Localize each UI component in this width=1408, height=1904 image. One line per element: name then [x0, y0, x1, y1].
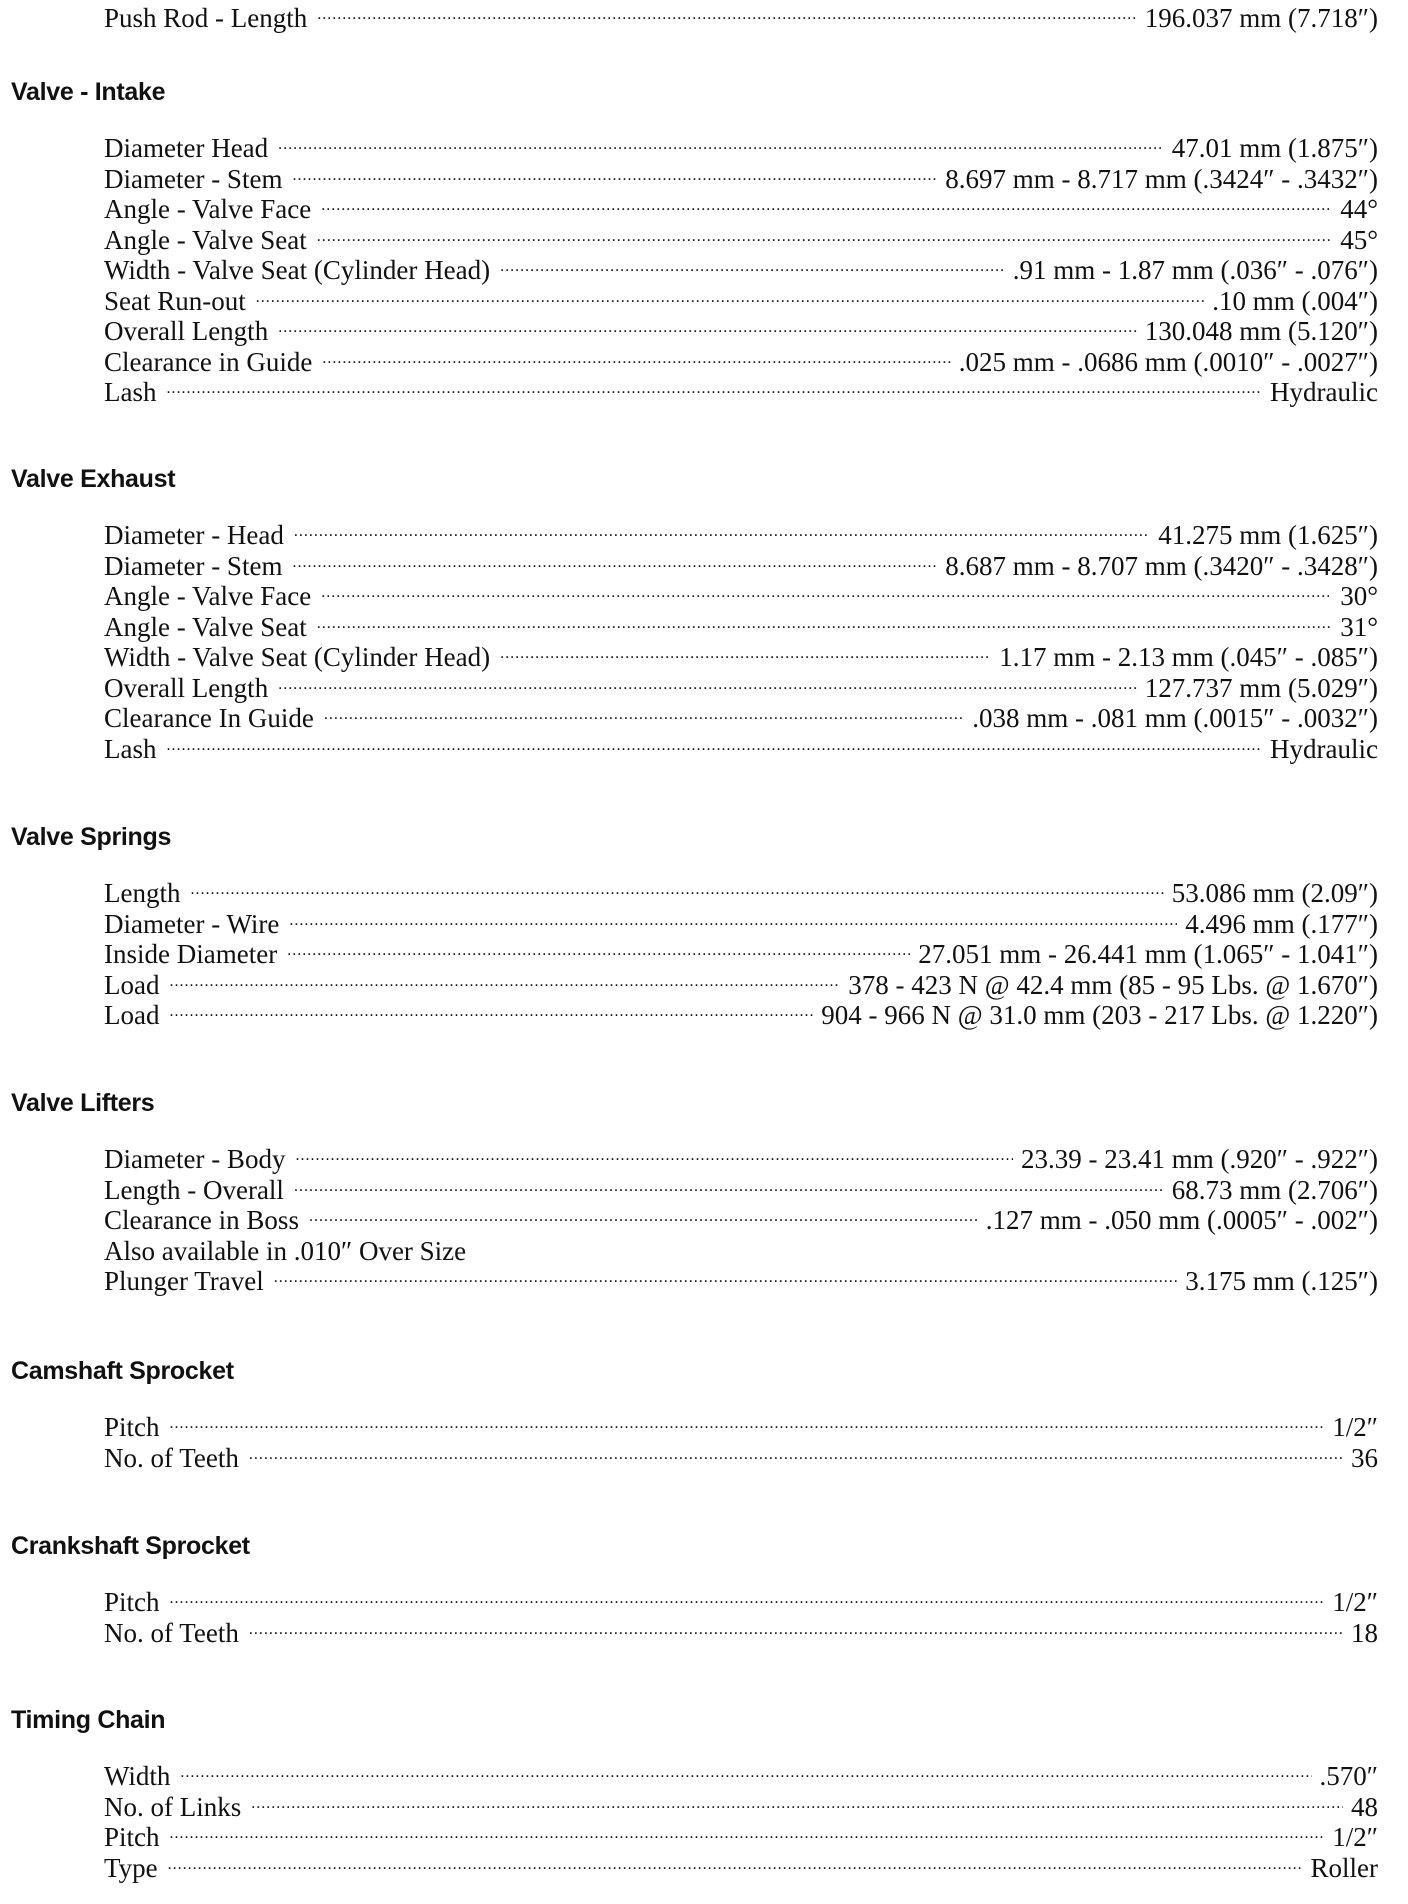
spec-label: Also available in .010″ Over Size [104, 1235, 467, 1266]
dot-leader [322, 347, 950, 378]
spec-value: 53.086 mm (2.09″) [1171, 878, 1378, 908]
spec-value: 30° [1340, 581, 1378, 611]
dot-leader [249, 1443, 1343, 1474]
spec-value: .127 mm - .050 mm (.0005″ - .002″) [985, 1205, 1378, 1235]
dot-leader [168, 1853, 1303, 1884]
spec-row [104, 1761, 1378, 1792]
spec-label: Length - Overall [104, 1174, 284, 1205]
spec-label: Clearance In Guide [104, 703, 314, 733]
dot-leader [169, 970, 840, 1001]
section-heading: Valve - Intake [11, 78, 166, 106]
spec-row [104, 164, 1378, 195]
spec-row [104, 1412, 1378, 1443]
dot-leader [317, 612, 1332, 643]
dot-leader [309, 1205, 978, 1236]
spec-label: Inside Diameter [104, 939, 278, 969]
spec-row [104, 1175, 1378, 1206]
dot-leader [287, 939, 910, 970]
spec-row [104, 194, 1378, 225]
dot-leader [278, 133, 1164, 164]
dot-leader [274, 1266, 1178, 1297]
spec-value: 1/2″ [1332, 1412, 1378, 1442]
spec-value: 8.697 mm - 8.717 mm (.3424″ - .3432″) [945, 163, 1378, 194]
spec-label: Width - Valve Seat (Cylinder Head) [104, 642, 491, 672]
spec-row [104, 1587, 1378, 1618]
spec-label: No. of Teeth [104, 1442, 239, 1473]
spec-value: .038 mm - .081 mm (.0015″ - .0032″) [972, 703, 1378, 733]
spec-label: Push Rod - Length [104, 3, 308, 33]
spec-label: Overall Length [104, 316, 269, 346]
dot-leader [166, 734, 1262, 765]
spec-row [104, 1443, 1378, 1474]
spec-value: 44° [1340, 194, 1378, 224]
dot-leader [170, 1412, 1325, 1443]
dot-leader [500, 255, 1005, 286]
spec-label: Width [104, 1761, 171, 1791]
dot-leader [294, 1175, 1164, 1206]
spec-label: Diameter - Body [104, 1144, 286, 1174]
dot-leader [190, 878, 1163, 909]
spec-row [104, 939, 1378, 970]
spec-label: Angle - Valve Seat [104, 611, 307, 642]
dot-leader [321, 194, 1332, 225]
dot-leader [324, 703, 964, 734]
dot-leader [294, 520, 1150, 551]
spec-value: Hydraulic [1270, 733, 1378, 764]
spec-value: 68.73 mm (2.706″) [1171, 1174, 1378, 1205]
spec-value: 904 - 966 N @ 31.0 mm (203 - 217 Lbs. @ 1.220″) [821, 1000, 1378, 1030]
section-heading: Camshaft Sprocket [11, 1357, 234, 1385]
dot-leader [289, 909, 1177, 940]
spec-row [104, 520, 1378, 551]
section-heading: Crankshaft Sprocket [11, 1532, 250, 1560]
spec-label: Diameter Head [104, 133, 269, 163]
spec-row [104, 255, 1378, 286]
spec-row [104, 1853, 1378, 1884]
spec-value: 1.17 mm - 2.13 mm (.045″ - .085″) [999, 642, 1378, 672]
spec-value: 378 - 423 N @ 42.4 mm (85 - 95 Lbs. @ 1.670″) [848, 969, 1378, 1000]
spec-value: 31° [1340, 611, 1378, 642]
section-heading: Valve Springs [11, 823, 172, 851]
spec-label: Diameter - Head [104, 520, 284, 550]
spec-label: Plunger Travel [104, 1266, 264, 1296]
section-heading: Timing Chain [11, 1706, 166, 1734]
spec-label: Lash [104, 377, 157, 407]
spec-value: 1/2″ [1332, 1822, 1378, 1852]
spec-row [104, 878, 1378, 909]
dot-leader [292, 164, 937, 195]
dot-leader [292, 551, 937, 582]
spec-value: 41.275 mm (1.625″) [1158, 520, 1378, 550]
spec-row [104, 377, 1378, 408]
spec-row [104, 970, 1378, 1001]
spec-label: Load [104, 1000, 160, 1030]
spec-value: 4.496 mm (.177″) [1185, 908, 1378, 939]
dot-leader [278, 316, 1137, 347]
spec-label: Diameter - Stem [104, 550, 283, 581]
spec-row [104, 316, 1378, 347]
spec-label: Angle - Valve Seat [104, 224, 307, 255]
spec-row [104, 673, 1378, 704]
spec-label: Overall Length [104, 672, 269, 703]
spec-value: 23.39 - 23.41 mm (.920″ - .922″) [1021, 1144, 1378, 1174]
dot-leader [170, 1822, 1325, 1853]
spec-row [104, 734, 1378, 765]
spec-value: 48 [1351, 1791, 1378, 1822]
spec-row [104, 1144, 1378, 1175]
dot-leader [295, 1144, 1013, 1175]
dot-leader [180, 1761, 1311, 1792]
spec-row [104, 1618, 1378, 1649]
spec-label: Clearance in Boss [104, 1205, 299, 1235]
spec-value: Hydraulic [1270, 377, 1378, 407]
spec-value: 130.048 mm (5.120″) [1144, 316, 1378, 346]
spec-row [104, 703, 1378, 734]
spec-row [104, 612, 1378, 643]
dot-leader [249, 1618, 1343, 1649]
spec-value: 45° [1340, 224, 1378, 255]
spec-value: 1/2″ [1332, 1587, 1378, 1617]
spec-label: No. of Links [104, 1791, 242, 1822]
section-heading: Valve Lifters [11, 1089, 155, 1117]
spec-label: Diameter - Wire [104, 908, 280, 939]
dot-leader [169, 1000, 813, 1031]
spec-value: 36 [1351, 1442, 1378, 1473]
dot-leader [317, 3, 1137, 34]
spec-row [104, 1792, 1378, 1823]
spec-label: Angle - Valve Face [104, 581, 312, 611]
spec-row [104, 642, 1378, 673]
spec-label: Pitch [104, 1587, 160, 1617]
spec-row [104, 581, 1378, 612]
spec-label: Pitch [104, 1822, 160, 1852]
spec-value: 3.175 mm (.125″) [1185, 1266, 1378, 1296]
spec-row [104, 1205, 1378, 1236]
dot-leader [278, 673, 1137, 704]
spec-label: Seat Run-out [104, 285, 246, 316]
spec-value: 196.037 mm (7.718″) [1144, 3, 1378, 33]
dot-leader [166, 377, 1262, 408]
spec-row [104, 1822, 1378, 1853]
dot-leader [321, 581, 1332, 612]
dot-leader [500, 642, 991, 673]
spec-label: Clearance in Guide [104, 346, 313, 377]
spec-row [104, 3, 1378, 34]
spec-value: 47.01 mm (1.875″) [1171, 133, 1378, 163]
dot-leader [256, 286, 1205, 317]
spec-label: Length [104, 878, 181, 908]
spec-row [104, 1000, 1378, 1031]
spec-label: Diameter - Stem [104, 163, 283, 194]
dot-leader [170, 1587, 1325, 1618]
spec-value: .025 mm - .0686 mm (.0010″ - .0027″) [958, 346, 1378, 377]
dot-leader [317, 225, 1332, 256]
spec-value: .10 mm (.004″) [1212, 285, 1378, 316]
dot-leader [251, 1792, 1343, 1823]
spec-row [104, 909, 1378, 940]
spec-label: Load [104, 969, 160, 1000]
spec-label: Angle - Valve Face [104, 194, 312, 224]
spec-label: Pitch [104, 1412, 160, 1442]
spec-value: 127.737 mm (5.029″) [1144, 672, 1378, 703]
spec-row [104, 1266, 1378, 1297]
spec-row [104, 551, 1378, 582]
spec-row [104, 225, 1378, 256]
spec-value: .570″ [1319, 1761, 1378, 1791]
spec-row [104, 133, 1378, 164]
spec-value: 18 [1351, 1617, 1378, 1648]
spec-row [104, 1236, 1378, 1267]
section-heading: Valve Exhaust [11, 465, 176, 493]
spec-label: Lash [104, 733, 157, 764]
spec-value: Roller [1310, 1852, 1378, 1883]
spec-value: 27.051 mm - 26.441 mm (1.065″ - 1.041″) [918, 939, 1378, 969]
spec-label: Type [104, 1852, 158, 1883]
spec-label: Width - Valve Seat (Cylinder Head) [104, 255, 491, 285]
spec-row [104, 286, 1378, 317]
spec-row [104, 347, 1378, 378]
spec-value: .91 mm - 1.87 mm (.036″ - .076″) [1012, 255, 1378, 285]
spec-label: No. of Teeth [104, 1617, 239, 1648]
spec-value: 8.687 mm - 8.707 mm (.3420″ - .3428″) [945, 550, 1378, 581]
